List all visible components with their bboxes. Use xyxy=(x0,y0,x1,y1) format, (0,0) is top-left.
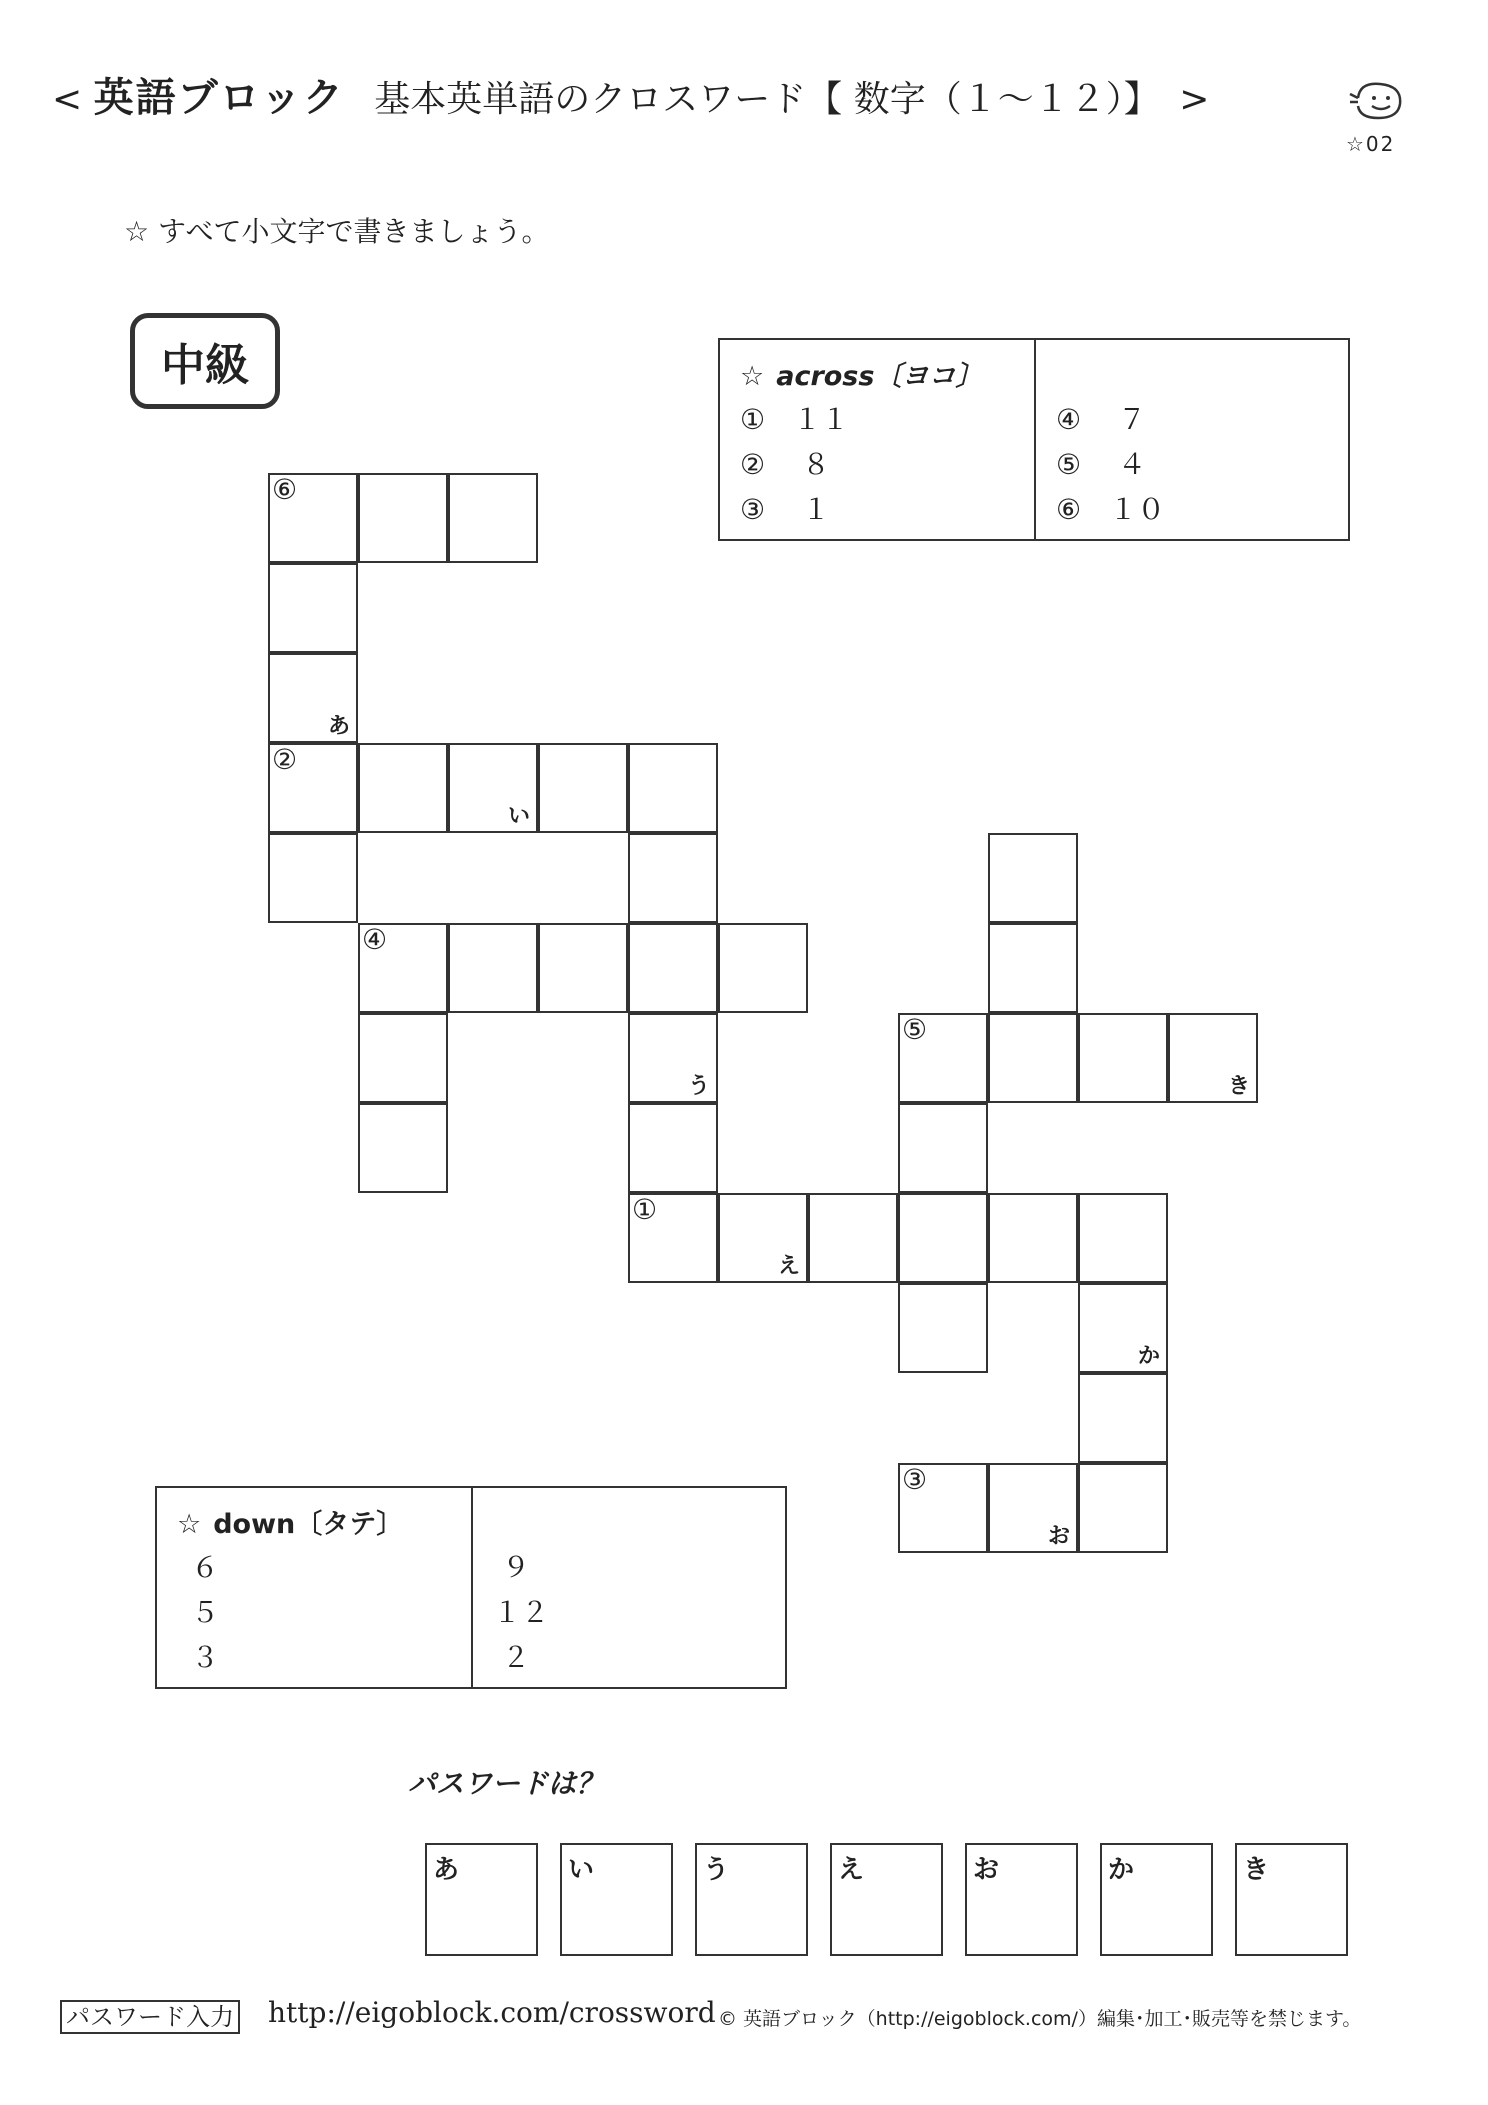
password-key: き xyxy=(1227,1074,1250,1099)
grid-cell[interactable] xyxy=(628,743,718,833)
password-box[interactable] xyxy=(1235,1843,1348,1956)
clue-number: ③ xyxy=(902,1463,928,1496)
mascot-logo-icon xyxy=(1348,78,1408,122)
clue-number: ④ xyxy=(362,923,388,956)
grid-cell[interactable] xyxy=(628,833,718,923)
across-clue-5: ⑤ ４ xyxy=(1056,448,1147,481)
down-clue-5: ５ xyxy=(191,1596,220,1629)
grid-cell[interactable] xyxy=(898,1463,988,1553)
grid-cell[interactable] xyxy=(268,743,358,833)
grid-cell[interactable] xyxy=(988,1193,1078,1283)
down-clue-6: ６ xyxy=(191,1551,220,1584)
instruction-text: ☆ すべて小文字で書きましょう。 xyxy=(124,215,550,248)
brand-name: 英語ブロック xyxy=(93,75,345,121)
across-clue-6: ⑥ １０ xyxy=(1056,493,1166,526)
across-clue-1: ① １１ xyxy=(740,403,850,436)
down-clue-9: ９ xyxy=(493,1551,530,1584)
grid-cell[interactable] xyxy=(1168,1013,1258,1103)
grid-cell[interactable] xyxy=(1078,1373,1168,1463)
grid-cell[interactable] xyxy=(268,653,358,743)
down-clue-box xyxy=(155,1486,787,1689)
grid-cell[interactable] xyxy=(628,1193,718,1283)
page-title: 基本英単語のクロスワード【 数字（１～１２）】 xyxy=(374,79,1160,120)
grid-cell[interactable] xyxy=(1078,1463,1168,1553)
grid-cell[interactable] xyxy=(988,923,1078,1013)
grid-cell[interactable] xyxy=(1078,1013,1168,1103)
across-clue-3: ③ １ xyxy=(740,493,831,526)
down-clue-2: ２ xyxy=(493,1641,530,1674)
password-box[interactable] xyxy=(695,1843,808,1956)
grid-cell[interactable] xyxy=(988,1463,1078,1553)
grid-cell[interactable] xyxy=(448,743,538,833)
grid-cell[interactable] xyxy=(538,923,628,1013)
across-clue-4: ④ ７ xyxy=(1056,403,1147,436)
grid-cell[interactable] xyxy=(268,563,358,653)
password-box[interactable] xyxy=(425,1843,538,1956)
grid-cell[interactable] xyxy=(628,1013,718,1103)
password-entry-label: パスワード入力 xyxy=(60,2000,240,2034)
password-box-label: き xyxy=(1243,1855,1270,1885)
copyright-notice: © 英語ブロック（http://eigoblock.com/）編集･加工･販売等を禁じます。 xyxy=(718,2008,1362,2030)
password-key: い xyxy=(507,804,530,829)
grid-cell[interactable] xyxy=(358,743,448,833)
password-box-label: う xyxy=(703,1855,730,1885)
grid-cell[interactable] xyxy=(988,1013,1078,1103)
across-clue-2: ② ８ xyxy=(740,448,831,481)
grid-cell[interactable] xyxy=(268,833,358,923)
across-title xyxy=(740,354,982,393)
password-key: か xyxy=(1137,1344,1160,1369)
password-box[interactable] xyxy=(830,1843,943,1956)
password-key: お xyxy=(1047,1524,1070,1549)
password-box-label: え xyxy=(838,1855,865,1885)
clue-number: ② xyxy=(272,743,298,776)
grid-cell[interactable] xyxy=(448,473,538,563)
grid-cell[interactable] xyxy=(268,473,358,563)
grid-cell[interactable] xyxy=(898,1193,988,1283)
grid-cell[interactable] xyxy=(718,923,808,1013)
grid-cell[interactable] xyxy=(448,923,538,1013)
password-key: う xyxy=(687,1074,710,1099)
password-key: え xyxy=(777,1254,800,1279)
level-badge: 中級 xyxy=(130,313,280,409)
password-box-label: あ xyxy=(433,1855,460,1885)
close-bracket: > xyxy=(1179,79,1210,120)
down-title xyxy=(177,1502,403,1541)
grid-cell[interactable] xyxy=(898,1013,988,1103)
down-clue-12: １２ xyxy=(493,1596,550,1629)
grid-cell[interactable] xyxy=(358,1013,448,1103)
grid-cell[interactable] xyxy=(1078,1283,1168,1373)
password-title: パスワードは？ xyxy=(408,1767,605,1800)
password-box[interactable] xyxy=(1100,1843,1213,1956)
password-box[interactable] xyxy=(560,1843,673,1956)
grid-cell[interactable] xyxy=(358,923,448,1013)
grid-cell[interactable] xyxy=(718,1193,808,1283)
grid-cell[interactable] xyxy=(988,833,1078,923)
star-icon: ☆ xyxy=(177,1509,202,1540)
down-clue-3: ３ xyxy=(191,1641,220,1674)
clue-number: ⑤ xyxy=(902,1013,928,1046)
across-title-text: across〔ヨコ〕 xyxy=(776,361,983,392)
down-title-text: down〔タテ〕 xyxy=(213,1509,404,1540)
grid-cell[interactable] xyxy=(358,1103,448,1193)
grid-cell[interactable] xyxy=(898,1283,988,1373)
grid-cell[interactable] xyxy=(358,473,448,563)
page-code: ☆02 xyxy=(1346,132,1396,156)
grid-cell[interactable] xyxy=(808,1193,898,1283)
password-key: あ xyxy=(327,714,350,739)
clue-number: ① xyxy=(632,1193,658,1226)
grid-cell[interactable] xyxy=(628,1103,718,1193)
crossword-url-link[interactable]: http://eigoblock.com/crossword xyxy=(268,1996,716,2029)
open-bracket: < xyxy=(52,79,83,120)
star-icon: ☆ xyxy=(740,361,765,392)
clue-number: ⑥ xyxy=(272,473,298,506)
grid-cell[interactable] xyxy=(628,923,718,1013)
grid-cell[interactable] xyxy=(898,1103,988,1193)
grid-cell[interactable] xyxy=(1078,1193,1168,1283)
page-header xyxy=(52,66,1209,123)
password-box-label: お xyxy=(973,1855,1000,1885)
across-clue-box xyxy=(718,338,1350,541)
password-box[interactable] xyxy=(965,1843,1078,1956)
grid-cell[interactable] xyxy=(538,743,628,833)
password-box-label: か xyxy=(1108,1855,1135,1885)
password-box-label: い xyxy=(568,1855,595,1885)
